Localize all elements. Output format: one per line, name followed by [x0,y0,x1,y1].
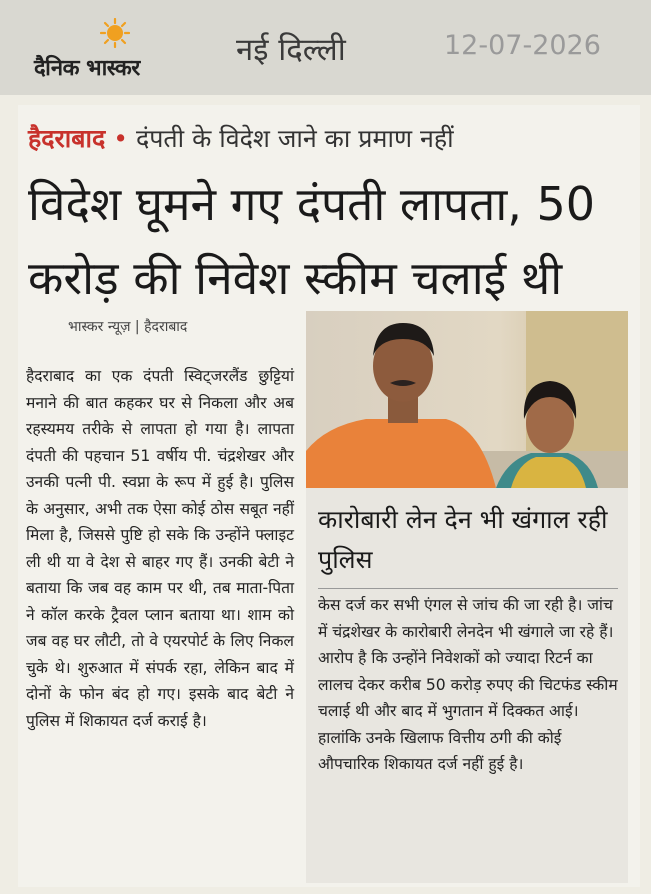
sidebar-body: केस दर्ज कर सभी एंगल से जांच की जा रही है। जांच में चंद्रशेखर के कारोबारी लेनदेन भी खंगाले जा रहे हैं। आरोप है कि उन्होंने निवेशकों को ज्यादा रिटर्न का लालच देकर करीब 50 करोड़ रुपए की चिटफंड स्कीम चलाई थी और बाद में भुगतान में दिक्कत आई। हालांकि उनके खिलाफ वित्तीय ठगी की कोई औपचारिक शिकायत दर्ज नहीं हुई है। [318,596,618,773]
header-bar [0,0,651,95]
kicker-text: दंपती के विदेश जाने का प्रमाण नहीं [135,124,454,153]
article-card [18,105,640,887]
article-body: हैदराबाद का एक दंपती स्विट्जरलैंड छुट्टियां मनाने की बात कहकर घर से निकला और अब रहस्यमय तरीके से लापता हो गया है। लापता दंपती की पहचान 51 वर्षीय पी. चंद्रशेखर और उनकी पत्नी पी. स्वप्ना के रूप में हुई है। पुलिस के अनुसार, अभी तक ऐसा कोई ठोस सबूत नहीं मिला है, जिससे पुष्टि हो सके कि उन्होंने फ्लाइट ली थी या वे देश से बाहर गए हैं। उनकी बेटी ने बताया कि जब वह काम पर थी, तब माता-पिता ने कॉल करके ट्रैवल प्लान बताया था। शाम को जब वह घर लौटी, तो वे एयरपोर्ट के लिए निकल चुके थे। शुरुआत में संपर्क रहा, लेकिन बाद में दोनों के फोन बंद हो गए। इसके बाद बेटी ने पुलिस में शिकायत दर्ज कराई है। [26,367,294,730]
headline: विदेश घूमने गए दंपती लापता, 50 करोड़ की निवेश स्कीम चलाई थी [28,177,596,305]
couple-photo [306,311,628,488]
byline: भास्कर न्यूज़ | हैदराबाद [68,319,188,335]
edition-city: नई दिल्ली [236,32,346,68]
logo-text: दैनिक भास्कर [34,56,140,81]
kicker-place: हैदराबाद [28,124,106,153]
edition-date: 12-07-2026 [444,30,601,61]
sidebar-box [306,488,628,883]
sidebar-title: कारोबारी लेन देन भी खंगाल रही पुलिस [318,505,608,574]
sidebar-divider [318,588,618,589]
kicker [28,121,454,155]
newspaper-logo [34,18,204,81]
kicker-bullet: • [113,124,128,153]
sun-icon [100,18,130,48]
